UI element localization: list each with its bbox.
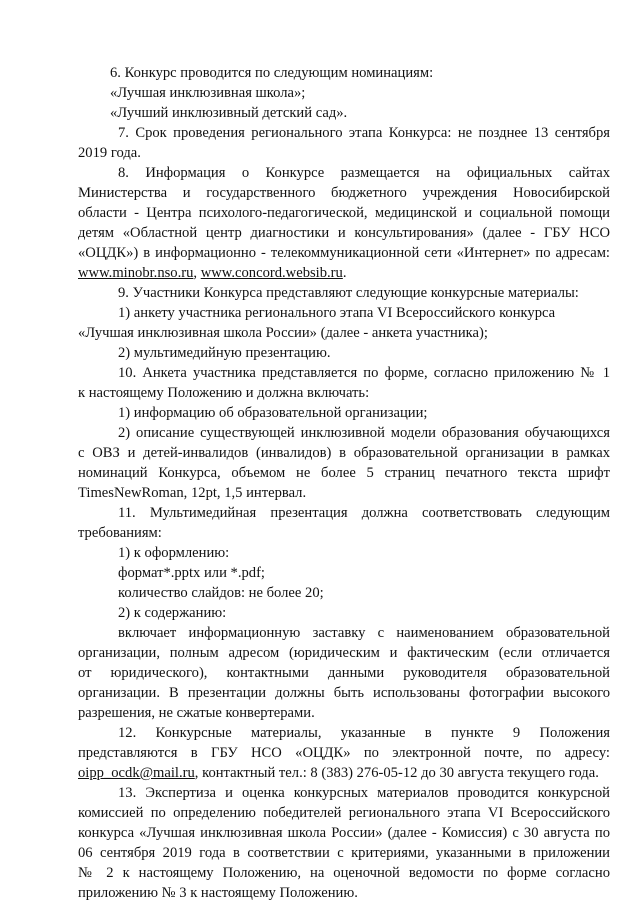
text-line: представляются в ГБУ НСО «ОЦДК» по электронной почте, по адресу: <box>78 745 610 761</box>
text-line: 11. Мультимедийная презентация должна соответствовать следующим <box>118 505 610 521</box>
links-end-punctuation: . <box>342 265 347 281</box>
text-line: 6. Конкурс проводится по следующим номинациям: <box>110 65 434 81</box>
text-line: 8. Информация о Конкурсе размещается на официальных сайтах <box>118 165 610 181</box>
concord-website-link[interactable]: www.concord.websib.ru <box>200 265 343 281</box>
text-line: конкурса «Лучшая инклюзивная школа России» (далее - Комиссия) с 30 августа по <box>78 825 610 841</box>
text-line: комиссией по определению победителей регионального этапа VI Всероссийского <box>78 805 610 821</box>
minobr-website-link[interactable]: www.minobr.nso.ru <box>78 265 194 281</box>
text-line: формат*.pptx или *.pdf; <box>118 565 265 581</box>
text-line: номинаций Конкурса, объемом не более 5 страниц печатного текста шрифт <box>78 465 610 481</box>
text-line: «Лучшая инклюзивная школа»; <box>110 85 306 101</box>
text-line: «Лучшая инклюзивная школа России» (далее - анкета участника); <box>78 325 488 341</box>
text-line: 9. Участники Конкурса представляют следующие конкурсные материалы: <box>118 285 579 301</box>
text-line: приложению № 3 к настоящему Положению. <box>78 885 358 901</box>
text-line: области - Центра психолого-педагогической, медицинской и социальной помощи <box>78 205 610 221</box>
text-line: детям «Областной центр диагностики и консультирования» (далее - ГБУ НСО <box>78 225 610 241</box>
email-contact-line <box>78 763 610 783</box>
website-links-line <box>78 263 610 283</box>
text-line: 12. Конкурсные материалы, указанные в пункте 9 Положения <box>118 725 610 741</box>
text-line: организации, полным адресом (юридическим и фактическим (если отличается <box>78 645 610 661</box>
text-line: 1) к оформлению: <box>118 545 230 561</box>
text-line: от юридического), контактными данными руководителя образовательной <box>78 665 610 681</box>
text-line: требованиям: <box>78 525 162 541</box>
text-line: количество слайдов: не более 20; <box>118 585 324 601</box>
link-separator: , <box>193 265 201 281</box>
text-line: 2) мультимедийную презентацию. <box>118 345 331 361</box>
text-line: 13. Экспертиза и оценка конкурсных материалов проводится конкурсной <box>118 785 610 801</box>
text-line: 2) к содержанию: <box>118 605 227 621</box>
text-line: организации. В презентации должны быть использованы фотографии высокого <box>78 685 610 701</box>
text-line: TimesNewRoman, 12pt, 1,5 интервал. <box>78 485 307 501</box>
text-line: № 2 к настоящему Положению, на оценочной ведомости по форме согласно <box>78 865 610 881</box>
text-line: включает информационную заставку с наименованием образовательной <box>118 625 610 641</box>
text-line: разрешения, не сжатые конвертерами. <box>78 705 315 721</box>
text-line: «ОЦДК») в информационно - телекоммуникационной сети «Интернет» по адресам: <box>78 245 610 261</box>
text-line: 10. Анкета участника представляется по форме, согласно приложению № 1 <box>118 365 610 381</box>
text-line: Министерства и государственного бюджетного учреждения Новосибирской <box>78 185 610 201</box>
text-line: 06 сентября 2019 года в соответствии с критериями, указанными в приложении <box>78 845 610 861</box>
text-line: 2019 года. <box>78 145 141 161</box>
text-line: 2) описание существующей инклюзивной модели образования обучающихся <box>118 425 610 441</box>
email-link[interactable]: oipp_ocdk@mail.ru <box>78 765 195 781</box>
text-line: 1) информацию об образовательной организации; <box>118 405 428 421</box>
text-line: «Лучший инклюзивный детский сад». <box>110 105 348 121</box>
text-line: 7. Срок проведения регионального этапа Конкурса: не позднее 13 сентября <box>118 125 610 141</box>
contact-phone-text: , контактный тел.: 8 (383) 276-05-12 до 30 августа текущего года. <box>194 765 599 781</box>
text-line: 1) анкету участника регионального этапа VI Всероссийского конкурса <box>118 305 556 321</box>
text-line: с ОВЗ и детей-инвалидов (инвалидов) в образовательной организации в рамках <box>78 445 610 461</box>
text-line: к настоящему Положению и должна включать: <box>78 385 370 401</box>
